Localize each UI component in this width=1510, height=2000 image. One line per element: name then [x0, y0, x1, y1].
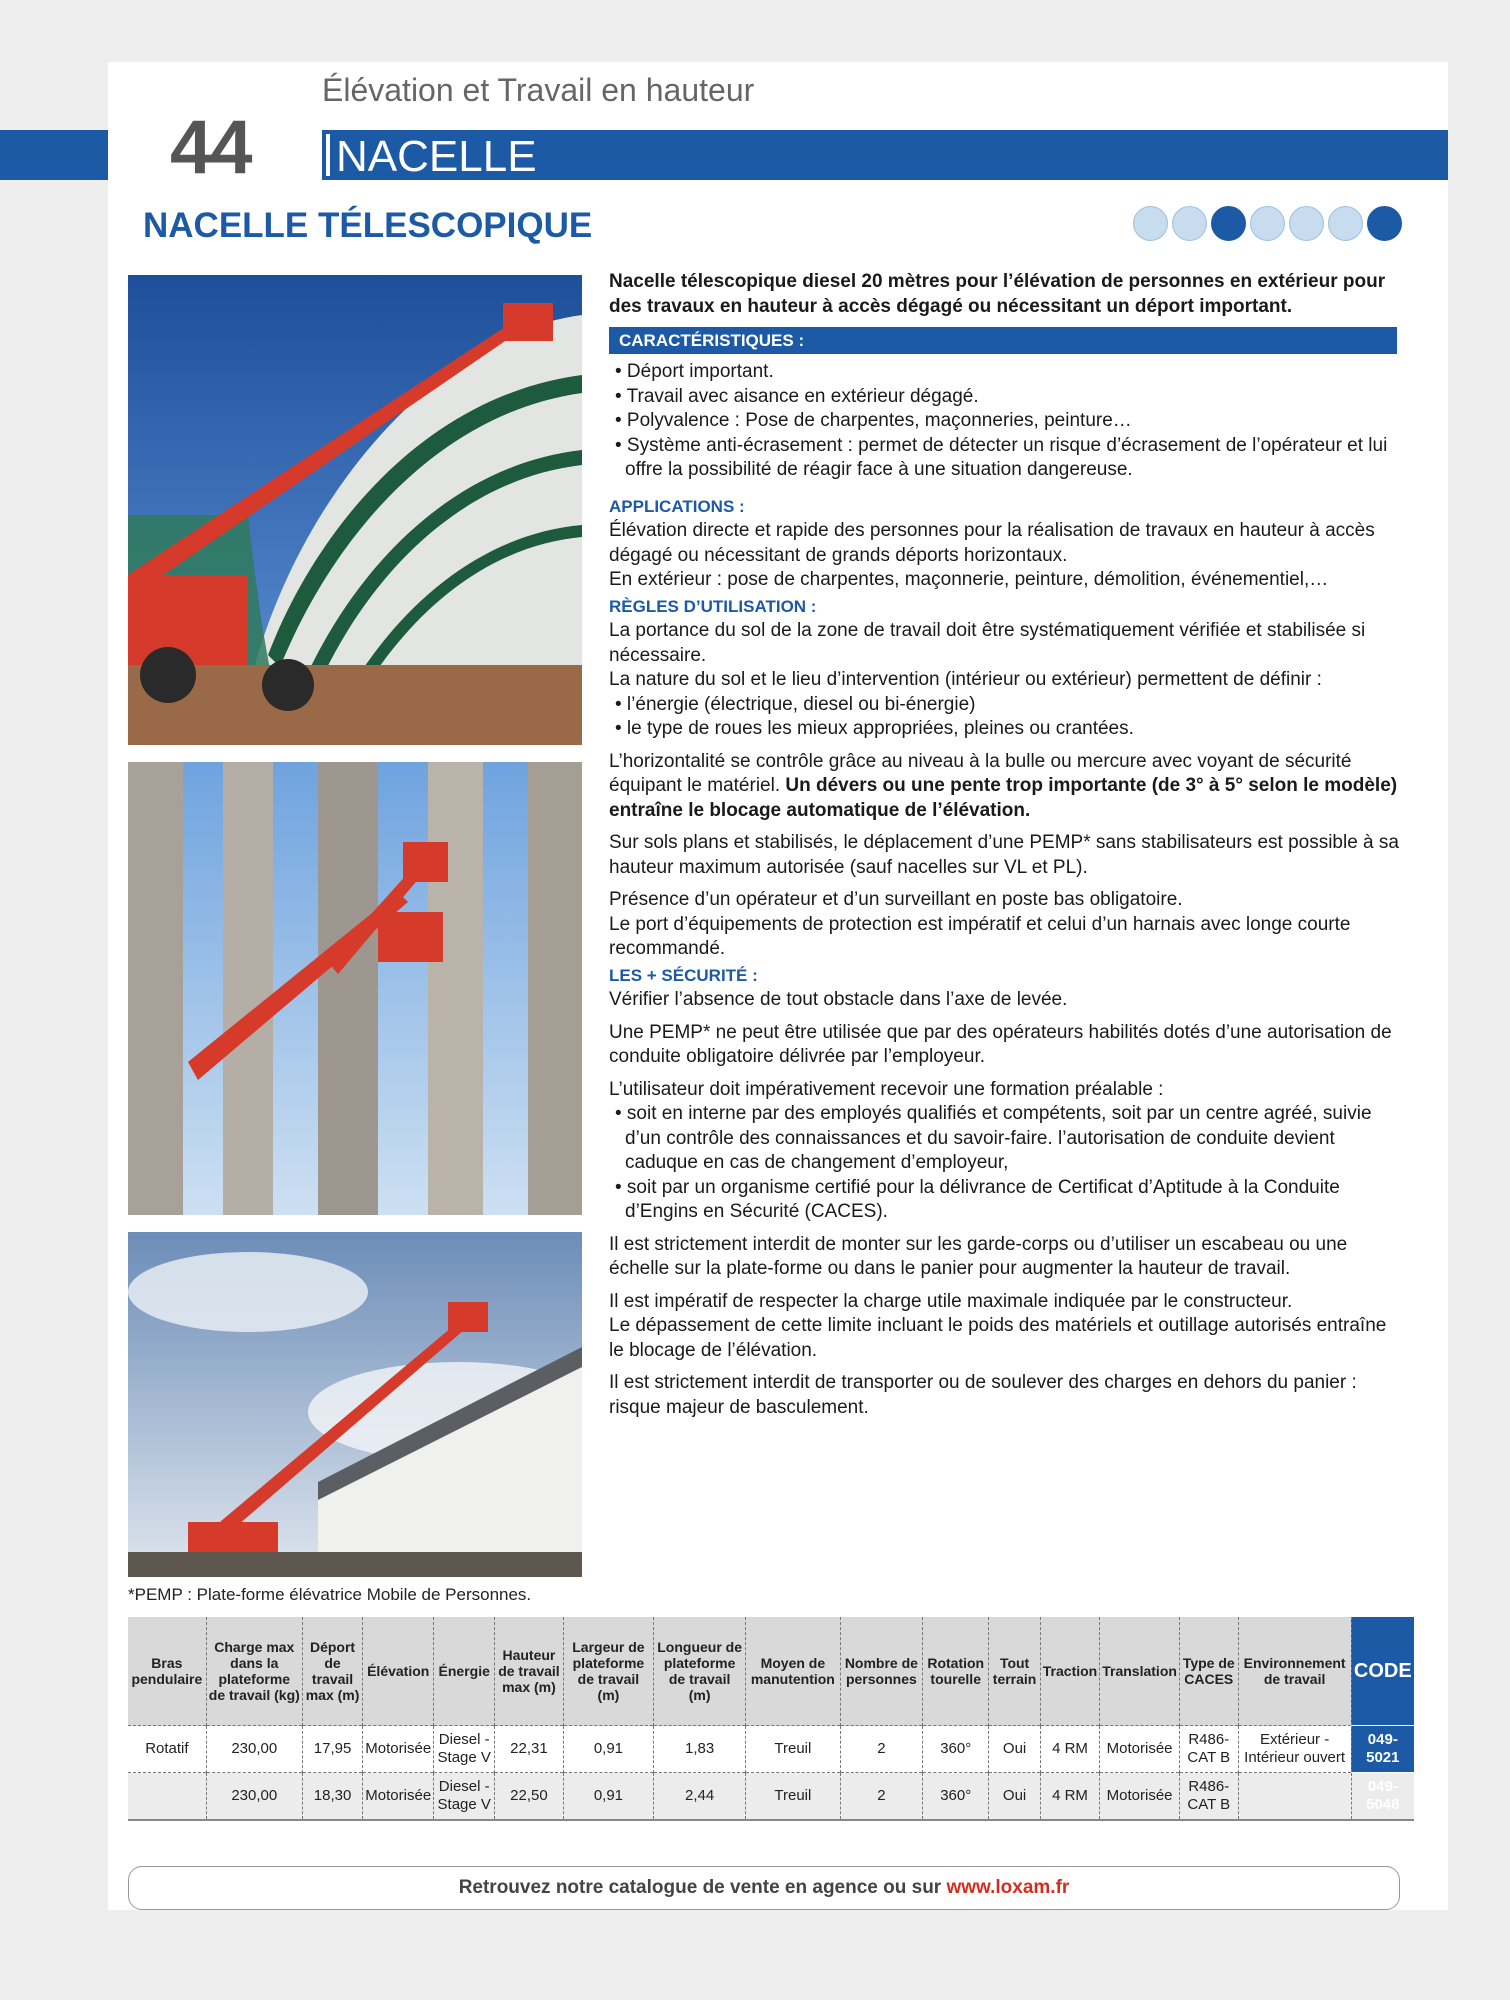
table-cell: Motorisée: [363, 1726, 434, 1773]
rules-text: Sur sols plans et stabilisés, le déplacement d’une PEMP* sans stabilisateurs est possible à sa hauteur maximum autorisée (sauf nacelles sur VL et PL).: [609, 832, 1399, 878]
rules-text: La nature du sol et le lieu d’intervention (intérieur ou extérieur) permettent de définir :: [609, 669, 1322, 690]
section-title: Élévation et Travail en hauteur: [322, 72, 755, 108]
col-header: Bras pendulaire: [128, 1617, 206, 1726]
environment-icon-6: [1328, 206, 1363, 241]
table-cell: Motorisée: [1100, 1773, 1180, 1821]
rules-bullet: • le type de roues les mieux appropriées, pleines ou crantées.: [615, 718, 1134, 739]
environment-icon-2: [1172, 206, 1207, 241]
rules-text: Le port d’équipements de protection est impératif et celui d’un harnais avec longe courte recommandé.: [609, 913, 1351, 959]
table-cell: 0,91: [563, 1773, 654, 1821]
usage-icons: [1133, 206, 1402, 242]
table-cell: [128, 1773, 206, 1821]
category-title: NACELLE: [336, 132, 537, 181]
product-code: 049-5021: [1351, 1726, 1414, 1773]
product-code: 049-5048: [1351, 1773, 1414, 1821]
table-cell: 2: [840, 1773, 922, 1821]
up-arrow-icon: [1367, 206, 1402, 241]
applications-text: Élévation directe et rapide des personnes pour la réalisation de travaux en hauteur à accès dégagé ou nécessitant de grands déports horizontaux.: [609, 520, 1375, 566]
photo-nacelle-sky: [128, 1232, 582, 1577]
environment-icon-5: [1289, 206, 1324, 241]
table-cell: Diesel - Stage V: [434, 1773, 495, 1821]
col-header: Traction: [1040, 1617, 1099, 1726]
col-header: Translation: [1100, 1617, 1180, 1726]
table-cell: Treuil: [745, 1726, 840, 1773]
table-cell: Motorisée: [363, 1773, 434, 1821]
col-header: Élévation: [363, 1617, 434, 1726]
table-cell: Treuil: [745, 1773, 840, 1821]
characteristic-item: • Travail avec aisance en extérieur dégagé.: [615, 385, 979, 407]
safety-text: L’utilisateur doit impérativement recevoir une formation préalable :: [609, 1078, 1164, 1100]
col-header: Déport de travail max (m): [302, 1617, 362, 1726]
spec-table: [128, 1617, 1414, 1821]
table-cell: 2,44: [654, 1773, 746, 1821]
characteristic-item: • Polyvalence : Pose de charpentes, maçonneries, peinture…: [615, 410, 1132, 431]
rules-heading: RÈGLES D’UTILISATION :: [609, 596, 817, 616]
safety-bullet: • soit en interne par des employés qualifiés et compétents, soit par un centre agréé, suivie d’un contrôle des connaissances et du savoir-faire. l’autorisation de conduite devient caduque en cas de changement d’employeur,: [615, 1103, 1372, 1173]
helmet-icon: [1211, 206, 1246, 241]
rules-text: [609, 750, 1399, 824]
table-cell: 230,00: [206, 1773, 302, 1821]
safety-text: Il est strictement interdit de monter sur les garde-corps ou d’utiliser un escabeau ou une échelle sur la plate-forme ou dans le panier pour augmenter la hauteur de travail.: [609, 1233, 1348, 1279]
col-header: Type de CACES: [1179, 1617, 1238, 1726]
applications-heading: APPLICATIONS :: [609, 496, 745, 516]
table-cell: 4 RM: [1040, 1726, 1099, 1773]
col-header: Longueur de plateforme de travail (m): [654, 1617, 746, 1726]
table-cell: Diesel - Stage V: [434, 1726, 495, 1773]
table-cell: R486- CAT B: [1179, 1773, 1238, 1821]
table-cell: Oui: [989, 1726, 1040, 1773]
footer-banner: [128, 1866, 1400, 1910]
col-header: Rotation tourelle: [923, 1617, 989, 1726]
table-cell: 18,30: [302, 1773, 362, 1821]
table-cell: 1,83: [654, 1726, 746, 1773]
col-header-code: CODE: [1351, 1617, 1414, 1726]
page-number: 44: [170, 105, 251, 190]
table-cell: 22,50: [495, 1773, 563, 1821]
title-bar-divider: [326, 134, 330, 176]
description-column: [609, 270, 1399, 1420]
col-header: Environnement de travail: [1238, 1617, 1351, 1726]
table-cell: 0,91: [563, 1726, 654, 1773]
table-cell: Oui: [989, 1773, 1040, 1821]
environment-icon-1: [1133, 206, 1168, 241]
col-header: Moyen de manutention: [745, 1617, 840, 1726]
table-cell: 22,31: [495, 1726, 563, 1773]
table-cell: 360°: [923, 1773, 989, 1821]
product-title: NACELLE TÉLESCOPIQUE: [143, 206, 593, 245]
left-accent-bar: [0, 130, 108, 180]
characteristic-item: • Système anti-écrasement : permet de détecter un risque d’écrasement de l’opérateur et lui offre la possibilité de réagir face à une situation dangereuse.: [615, 434, 1388, 480]
table-cell: 4 RM: [1040, 1773, 1099, 1821]
safety-text: Le dépassement de cette limite incluant le poids des matériels et outillage autorisés entraîne le blocage de l’élévation.: [609, 1315, 1387, 1361]
photo-nacelle-building: [128, 275, 582, 745]
table-cell: 230,00: [206, 1726, 302, 1773]
website-link[interactable]: www.loxam.fr: [946, 1877, 1070, 1898]
safety-text: Une PEMP* ne peut être utilisée que par des opérateurs habilités dotés d’une autorisation de conduite obligatoire délivrée par l’employeur.: [609, 1021, 1392, 1067]
photo-nacelle-columns: [128, 762, 582, 1215]
safety-text: Il est impératif de respecter la charge utile maximale indiquée par le constructeur.: [609, 1290, 1293, 1312]
safety-text: Vérifier l’absence de tout obstacle dans l’axe de levée.: [609, 989, 1068, 1010]
col-header: Tout terrain: [989, 1617, 1040, 1726]
characteristic-item: • Déport important.: [615, 361, 774, 382]
table-cell: Extérieur - Intérieur ouvert: [1238, 1726, 1351, 1773]
rules-bullet: • l’énergie (électrique, diesel ou bi-énergie): [615, 693, 976, 715]
applications-text: En extérieur : pose de charpentes, maçonnerie, peinture, démolition, événementiel,…: [609, 569, 1329, 590]
characteristics-heading: CARACTÉRISTIQUES :: [609, 327, 1397, 354]
safety-heading: LES + SÉCURITÉ :: [609, 965, 758, 985]
rules-text: Présence d’un opérateur et d’un surveillant en poste bas obligatoire.: [609, 889, 1183, 910]
title-bar: [322, 130, 1448, 180]
col-header: Charge max dans la plateforme de travail (kg): [206, 1617, 302, 1726]
safety-bullet: • soit par un organisme certifié pour la délivrance de Certificat d’Aptitude à la Conduite d’Engins en Sécurité (CACES).: [615, 1176, 1340, 1222]
table-cell: Motorisée: [1100, 1726, 1180, 1773]
spec-table-header: [128, 1617, 1414, 1726]
table-cell: R486- CAT B: [1179, 1726, 1238, 1773]
col-header: Énergie: [434, 1617, 495, 1726]
col-header: Largeur de plateforme de travail (m): [563, 1617, 654, 1726]
rules-text: La portance du sol de la zone de travail doit être systématiquement vérifiée et stabilisée si nécessaire.: [609, 620, 1366, 666]
table-cell: 2: [840, 1726, 922, 1773]
rules-warning-text: Un dévers ou une pente trop importante (de 3° à 5° selon le modèle) entraîne le blocage automatique de l’élévation.: [609, 775, 1398, 821]
environment-icon-4: [1250, 206, 1285, 241]
rules-level-text: L’horizontalité se contrôle grâce au niveau à la bulle ou mercure avec voyant de sécurité équipant le matériel.: [609, 750, 1352, 796]
table-row: [128, 1726, 1414, 1773]
table-cell: [1238, 1773, 1351, 1821]
table-cell: Rotatif: [128, 1726, 206, 1773]
col-header: Hauteur de travail max (m): [495, 1617, 563, 1726]
col-header: Nombre de personnes: [840, 1617, 922, 1726]
footnote: *PEMP : Plate-forme élévatrice Mobile de Personnes.: [128, 1585, 532, 1604]
table-row: [128, 1773, 1414, 1821]
table-cell: 17,95: [302, 1726, 362, 1773]
safety-text: Il est strictement interdit de transporter ou de soulever des charges en dehors du panier : risque majeur de basculement.: [609, 1372, 1357, 1418]
table-cell: 360°: [923, 1726, 989, 1773]
intro-text: Nacelle télescopique diesel 20 mètres pour l’élévation de personnes en extérieur pour des travaux en hauteur à accès dégagé ou nécessitant un déport important.: [609, 271, 1386, 317]
footer-text: Retrouvez notre catalogue de vente en agence ou sur: [458, 1877, 947, 1898]
